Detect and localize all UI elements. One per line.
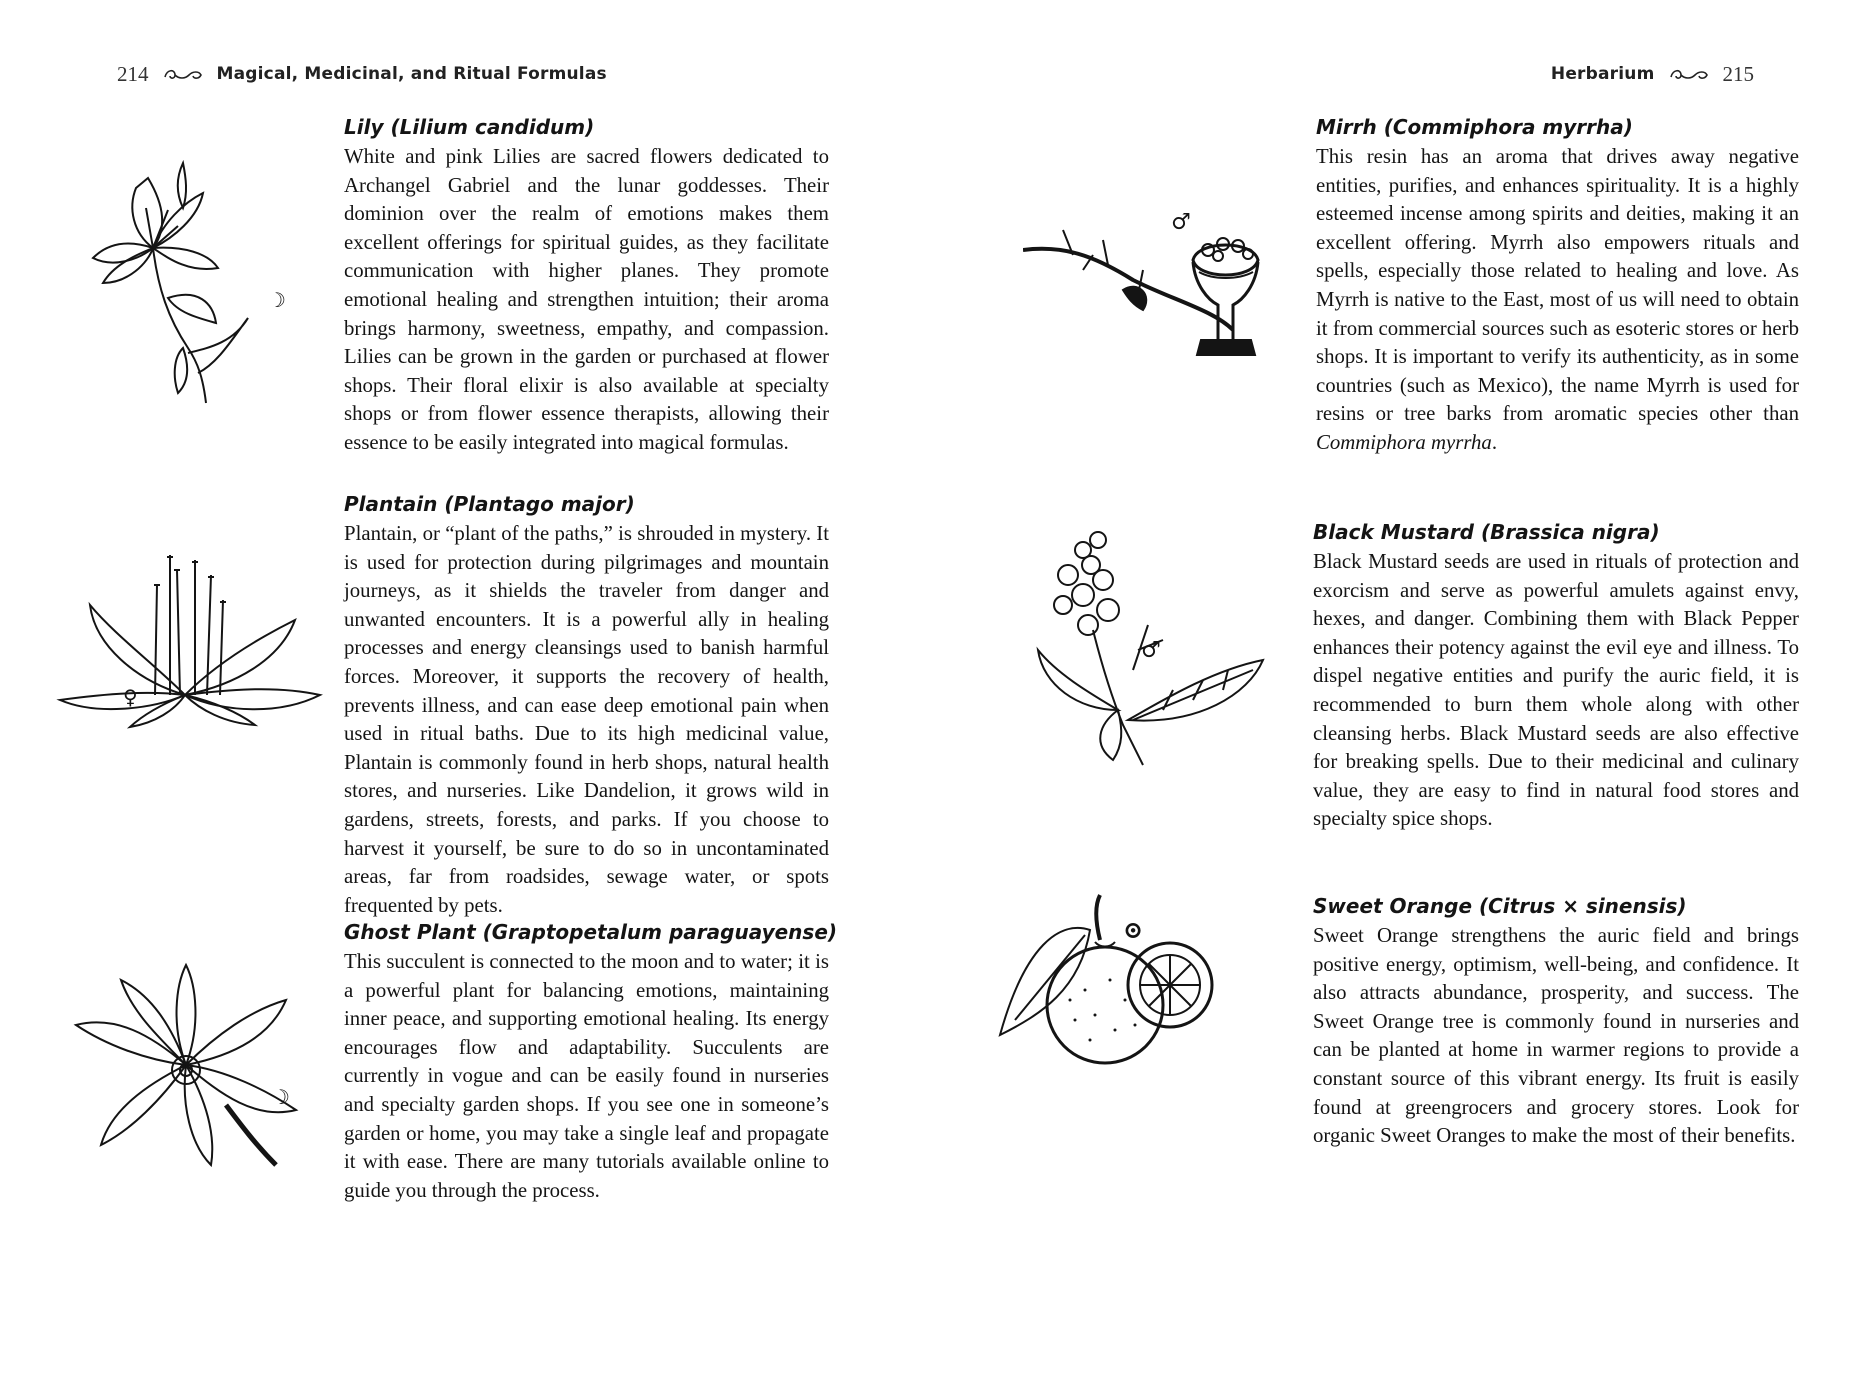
myrrh-illustration	[1023, 200, 1288, 370]
ghost-plant-illustration	[66, 960, 316, 1170]
moon-symbol: ☽	[272, 1085, 290, 1109]
entry-body: Sweet Orange strengthens the auric field and brings positive energy, optimism, well-being, and confidence. It also attracts abundance, prosperity, and success. The Sweet Orange tree is commonly found in nurseries and can be planted at home in warmer regions to provide a constant source of this vibrant energy. Its fruit is easily found at greengrocers and grocery stores. Look for organic Sweet Oranges to make the most of their benefits.	[1313, 924, 1799, 1148]
entry-title	[1313, 518, 1799, 546]
latin-name: (Lilium candidum)	[390, 115, 595, 139]
moon-symbol: ☽	[268, 288, 286, 312]
entry-title	[344, 113, 829, 141]
entry-body: White and pink Lilies are sacred flowers dedicated to Archangel Gabriel and the lunar goddesses. Their dominion over the realm of emotions makes them excellent offerings for spiritual guides, as they facilitate communication with higher planes. They promote emotional healing and strengthen intuition; their aroma brings harmony, sweetness, empathy, and compassion. Lilies can be grown in the garden or purchased at flower shops. Their floral elixir is also available at specialty shops or from flower essence therapists, allowing their essence to be easily integrated into magical formulas.	[344, 145, 829, 454]
mars-symbol: ♂	[1171, 210, 1191, 235]
entry-myrrh	[1316, 113, 1799, 458]
black-mustard-illustration	[1023, 520, 1283, 770]
running-title: Herbarium	[1550, 64, 1655, 84]
lily-illustration	[58, 148, 288, 408]
plantain-illustration	[55, 545, 325, 730]
entry-plantain	[344, 490, 829, 920]
running-title: Magical, Medicinal, and Ritual Formulas	[216, 64, 607, 84]
latin-name: (Plantago major)	[444, 492, 635, 516]
latin-name: (Graptopetalum paraguayense)	[482, 920, 838, 944]
common-name: Sweet Orange	[1313, 894, 1473, 918]
latin-name: (Citrus × sinensis)	[1478, 894, 1687, 918]
entry-body: Black Mustard seeds are used in rituals of protection and exorcism and serve as powerful amulets against envy, hexes, and danger. Combining them with Black Pepper enhances their potency against the evil eye and illness. To dispel negative entities and purify the auric field, it is recommended to burn them whole along with other cleansing herbs. Black Mustard seeds are also effective for breaking spells. Due to their medicinal and culinary value, they are easy to find in natural food stores and specialty spice shops.	[1313, 550, 1799, 831]
body-text: This resin has an aroma that drives away negative entities, purifies, and enhances spirituality. It is a highly esteemed incense among spirits and deities, making it an excellent offering. Myrrh also empowers rituals and spells, especially those related to healing and love. As Myrrh is native to the East, most of us will need to obtain it from commercial sources such as esoteric stores or herb shops. It is important to verify its authenticity, as in some countries (such as Mexico), the name Myrrh is used for resins or tree barks from aromatic species other than	[1316, 145, 1799, 426]
entry-title	[1316, 113, 1799, 141]
body-text-end: .	[1491, 430, 1498, 454]
common-name: Black Mustard	[1313, 520, 1474, 544]
entry-body	[1316, 143, 1799, 458]
common-name: Ghost Plant	[344, 920, 476, 944]
latin-name: (Commiphora myrrha)	[1383, 115, 1633, 139]
entry-black-mustard	[1313, 518, 1799, 834]
entry-body: This succulent is connected to the moon and to water; it is a powerful plant for balancing emotions, maintaining inner peace, and supporting emotional healing. Its energy encourages flow and adaptability. Succulents are currently in vogue and can be easily found in nurseries and specialty garden shops. If you see one in someone’s garden or home, you may take a single leaf and propagate it with ease. There are many tutorials available online to guide you through the process.	[344, 950, 829, 1202]
entry-sweet-orange	[1313, 892, 1799, 1151]
sun-symbol: ⊙	[1123, 915, 1144, 944]
scroll-ornament-icon	[1667, 65, 1711, 83]
entry-ghost-plant	[344, 918, 838, 1205]
sweet-orange-illustration	[995, 890, 1220, 1080]
running-head-right	[1551, 58, 1754, 90]
entry-title	[344, 490, 829, 518]
page-number: 214	[117, 61, 149, 86]
body-italic-latin: Commiphora myrrha	[1316, 430, 1492, 454]
entry-lily	[344, 113, 829, 458]
common-name: Lily	[344, 115, 384, 139]
entry-title	[344, 918, 838, 946]
common-name: Plantain	[344, 492, 438, 516]
right-page	[933, 0, 1866, 1400]
page-number: 215	[1722, 61, 1754, 86]
entry-title	[1313, 892, 1799, 920]
mars-symbol: ♂	[1141, 638, 1161, 663]
entry-body: Plantain, or “plant of the paths,” is shrouded in mystery. It is used for protection during pilgrimages and mountain journeys, as it shields the traveler from danger and unwanted encounters. It is a powerful ally in healing processes and energy cleansings used to banish harmful forces. Moreover, it supports the recovery of health, prevents illness, and can ease deep emotional pain when used in ritual baths. Due to its high medicinal value, Plantain is commonly found in herb shops, natural health stores, and nurseries. Like Dandelion, it grows wild in gardens, streets, forests, and parks. If you choose to harvest it yourself, be sure to do so in uncontaminated areas, far from roadsides, sewage water, or spots frequented by pets.	[344, 522, 829, 917]
running-head-left	[117, 58, 607, 90]
scroll-ornament-icon	[161, 65, 205, 83]
common-name: Mirrh	[1316, 115, 1377, 139]
venus-symbol: ♀	[123, 685, 138, 709]
latin-name: (Brassica nigra)	[1480, 520, 1660, 544]
